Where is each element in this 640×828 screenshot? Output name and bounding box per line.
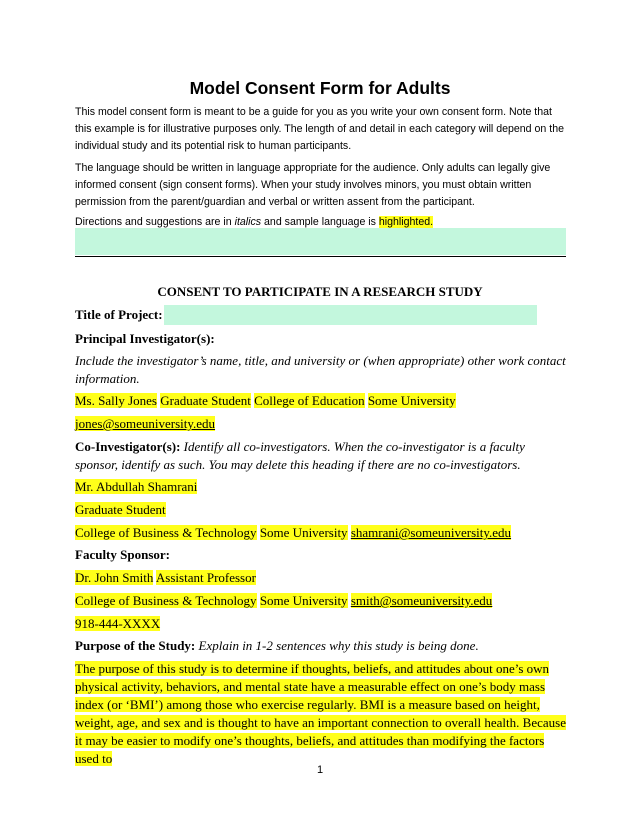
purpose-heading-line (75, 637, 479, 655)
purpose-text: The purpose of this study is to determine if thoughts, beliefs, and attitudes about one’s own physical activity, behaviors, and mental state have a measurable effect on one’s body mass index (or ‘BMI’) among those who exercise regularly. BMI is a measure based on height, weight, age, and sex and is thought to have an important connection to overall health. Because it may be easier to modify one’s thoughts, beliefs, and attitudes than modifying the factors used to (75, 661, 566, 766)
document-title: Model Consent Form for Adults (189, 78, 451, 98)
pi-email-link[interactable]: jones@someuniversity.edu (75, 416, 216, 431)
pi-title: Graduate Student (160, 393, 251, 408)
coi-name-line (75, 478, 197, 496)
pi-email-line (75, 415, 215, 433)
coi-email-link[interactable]: shamrani@someuniversity.edu (350, 525, 512, 540)
fs-college: College of Business & Technology (75, 593, 257, 608)
coi-university: Some University (259, 525, 348, 540)
title-of-project-label: Title of Project: (75, 307, 163, 322)
fs-email-link[interactable]: smith@someuniversity.edu (350, 593, 493, 608)
pi-college: College of Education (254, 393, 365, 408)
co-investigator-label: Co-Investigator(s): (75, 439, 181, 454)
section-heading: CONSENT TO PARTICIPATE IN A RESEARCH STUDY (157, 284, 483, 299)
purpose-paragraph (75, 660, 570, 768)
directions-prefix: Directions and suggestions are in (75, 216, 235, 228)
fs-name-line (75, 569, 256, 587)
pi-university: Some University (367, 393, 456, 408)
coi-title-line (75, 501, 166, 519)
fs-university: Some University (259, 593, 348, 608)
green-note-box (75, 228, 566, 255)
title-of-project-field[interactable] (164, 305, 537, 325)
directions-italics: italics (234, 216, 262, 228)
principal-investigator-label: Principal Investigator(s): (75, 331, 215, 346)
fs-phone-line (75, 615, 160, 633)
intro-paragraph-1: This model consent form is meant to be a guide for you as you write your own consent form. Note that this example is for illustrative purposes only. The length of and detail in each category will depend on the individual study and its potential risk to human participants. (75, 106, 564, 152)
coi-title: Graduate Student (75, 502, 166, 517)
co-investigator-instructions: Identify all co-investigators. When the co-investigator is a faculty sponsor, identify as such. You may delete this heading if there are no co-investigators. (75, 439, 525, 472)
intro-paragraph-2: The language should be written in language appropriate for the audience. Only adults can legally give informed consent (sign consent forms). When your study involves minors, you must obtain written permission from the parent/guardian and verbal or written assent from the participant. (75, 162, 551, 208)
coi-college: College of Business & Technology (75, 525, 257, 540)
faculty-sponsor-label: Faculty Sponsor: (75, 547, 170, 562)
co-investigator-paragraph (75, 438, 570, 474)
page-number: 1 (316, 764, 324, 776)
directions-highlighted: highlighted. (378, 216, 434, 228)
fs-title: Assistant Professor (155, 570, 256, 585)
purpose-label: Purpose of the Study: (75, 638, 196, 653)
purpose-instructions: Explain in 1-2 sentences why this study is being done. (198, 638, 479, 653)
horizontal-rule (75, 256, 566, 257)
directions-middle: and sample language is (261, 216, 379, 228)
principal-investigator-line (75, 392, 456, 410)
pi-name: Ms. Sally Jones (75, 393, 157, 408)
fs-phone: 918-444-XXXX (75, 616, 161, 631)
fs-affiliation-line (75, 592, 492, 610)
coi-affiliation-line (75, 524, 511, 542)
coi-name: Mr. Abdullah Shamrani (75, 479, 198, 494)
principal-investigator-instructions: Include the investigator’s name, title, and university or (when appropriate) other work contact information. (75, 353, 566, 386)
fs-name: Dr. John Smith (75, 570, 154, 585)
